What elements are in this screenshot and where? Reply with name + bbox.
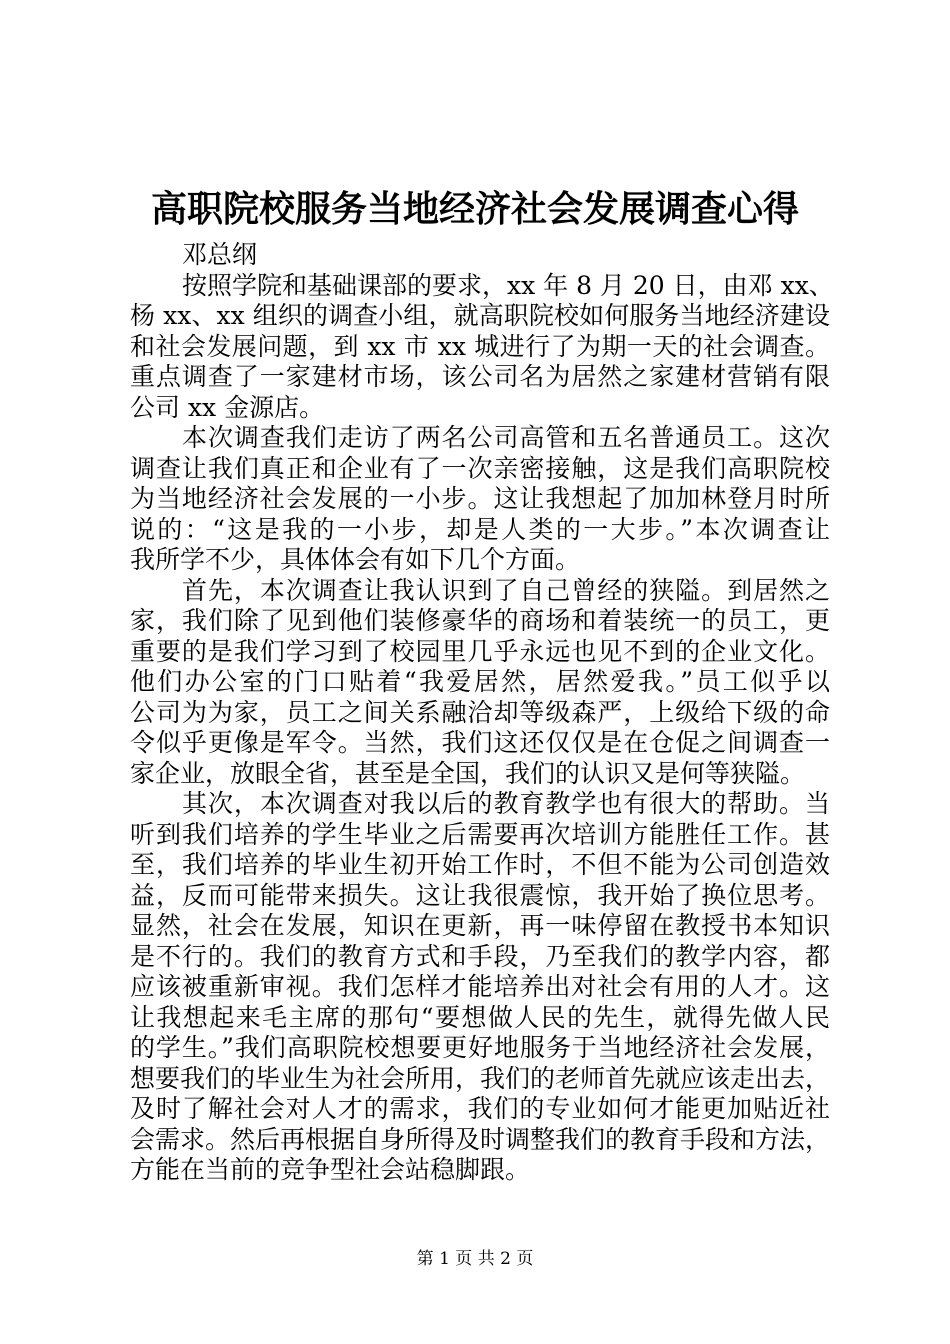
paragraph-1 [130,270,834,424]
paragraph-line: 重点调查了一家建材市场，该公司名为居然之家建材营销有限 [130,362,830,391]
paragraph-line: 调查让我们真正和企业有了一次亲密接触，这是我们高职院校 [130,453,830,483]
paragraph-line: 我所学不少，具体体会有如下几个方面。 [130,545,581,574]
paragraph-line: 的学生。”我们高职院校想要更好地服务于当地经济社会发展， [130,1033,830,1062]
paragraph-line: 至，我们培养的毕业生初开始工作时，不但不能为公司创造效 [130,850,830,879]
paragraph-4 [130,789,830,1186]
paragraph-line: 公司为为家，员工之间关系融洽却等级森严，上级给下级的命 [130,697,830,727]
document-body [130,240,834,1186]
paragraph-line: 应该被重新审视。我们怎样才能培养出对社会有用的人才。这 [130,972,830,1001]
paragraph-2 [130,423,830,576]
paragraph-line: 首先，本次调查让我认识到了自己曾经的狭隘。到居然之 [182,575,830,605]
paragraph-line: 显然，社会在发展，知识在更新，再一味停留在教授书本知识 [130,911,830,940]
paragraph-line: 杨 xx、xx 组织的调查小组，就高职院校如何服务当地经济建设 [130,301,830,330]
author-name: 邓总纲 [182,240,258,269]
paragraph-line: 为当地经济社会发展的一小步。这让我想起了加加林登月时所 [130,484,830,513]
paragraph-line: 和社会发展问题，到 xx 市 xx 城进行了为期一天的社会调查。 [130,331,830,361]
paragraph-line: 想要我们的毕业生为社会所用，我们的老师首先就应该走出去， [130,1063,831,1093]
paragraph-line: 本次调查我们走访了两名公司高管和五名普通员工。这次 [182,423,830,452]
paragraph-line: 方能在当前的竞争型社会站稳脚跟。 [130,1155,531,1184]
paragraph-line: 按照学院和基础课部的要求，xx 年 8 月 20 日，由邓 xx、 [182,270,834,300]
paragraph-line: 说的：“这是我的一小步，却是人类的一大步。”本次调查让 [130,514,830,544]
paragraph-line: 他们办公室的门口贴着“我爱居然，居然爱我。”员工似乎以 [130,667,830,696]
paragraph-line: 公司 xx 金源店。 [130,392,325,422]
paragraph-line: 会需求。然后再根据自身所得及时调整我们的教育手段和方法， [130,1124,831,1154]
paragraph-line: 及时了解社会对人才的需求，我们的专业如何才能更加贴近社 [130,1094,830,1123]
paragraph-3 [130,576,830,790]
paragraph-line: 家企业，放眼全省，甚至是全国，我们的认识又是何等狭隘。 [130,758,806,788]
paragraph-line: 让我想起来毛主席的那句“要想做人民的先生，就得先做人民 [130,1002,830,1032]
paragraph-line: 重要的是我们学习到了校园里几乎永远也见不到的企业文化。 [130,636,830,666]
page-footer: 第 1 页 共 2 页 [416,1249,534,1269]
paragraph-line: 其次，本次调查对我以后的教育教学也有很大的帮助。当 [182,789,830,818]
paragraph-line: 听到我们培养的学生毕业之后需要再次培训方能胜任工作。甚 [130,819,830,849]
document-title: 高职院校服务当地经济社会发展调查心得 [150,188,799,230]
paragraph-line: 家，我们除了见到他们装修豪华的商场和着装统一的员工，更 [130,606,830,635]
paragraph-line: 令似乎更像是军令。当然，我们这还仅仅是在仓促之间调查一 [130,728,830,757]
paragraph-line: 益，反而可能带来损失。这让我很震惊，我开始了换位思考。 [130,880,830,910]
paragraph-line: 是不行的。我们的教育方式和手段，乃至我们的教学内容，都 [130,941,830,971]
